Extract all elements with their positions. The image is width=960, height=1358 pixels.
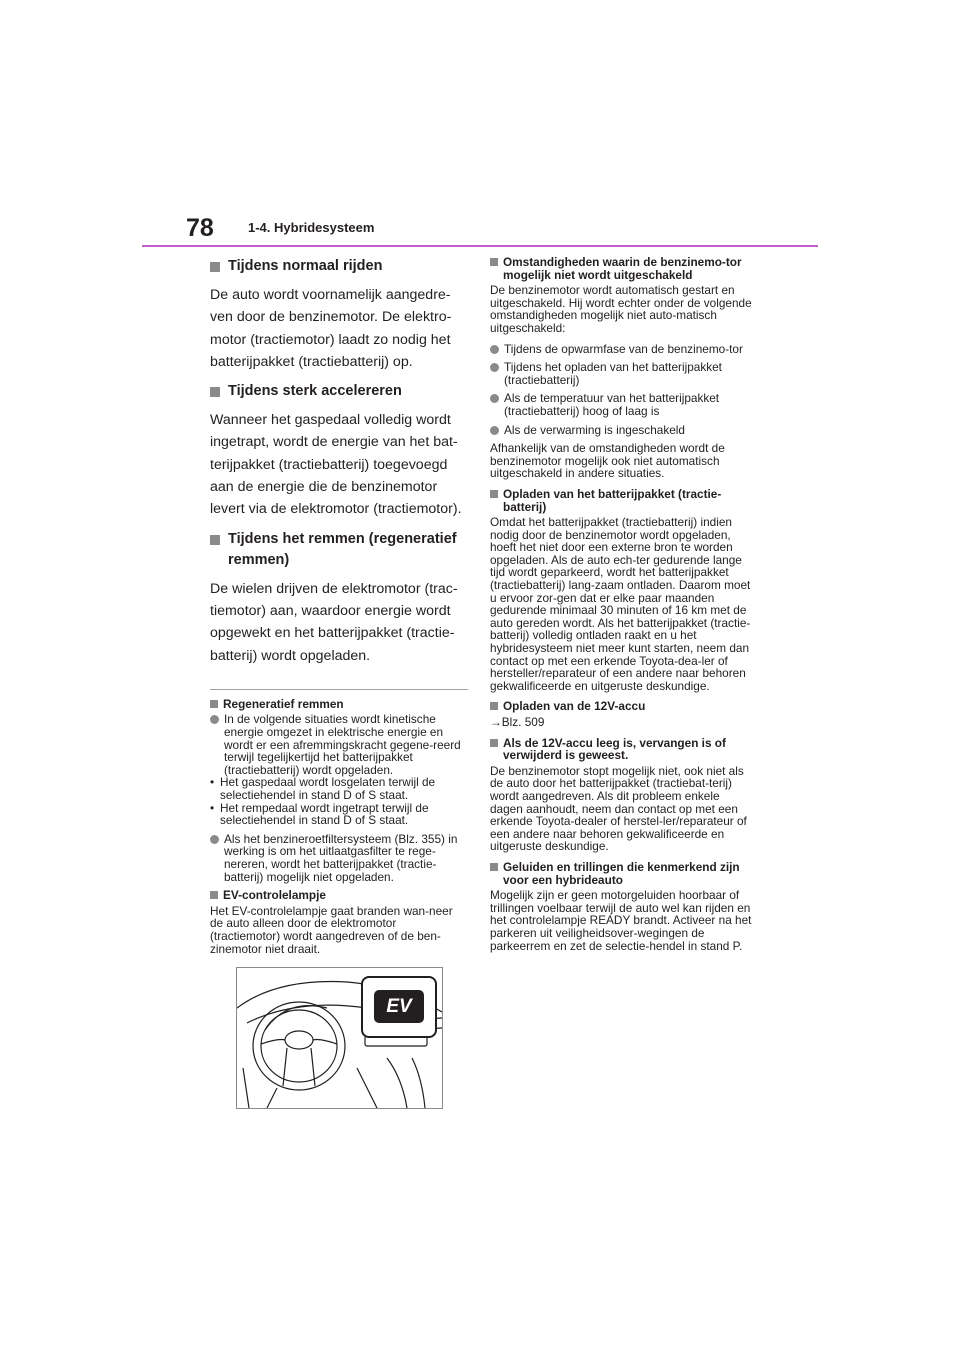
- paragraph-battery-charging: Omdat het batterijpakket (tractiebatterij) indien nodig door de benzinemotor wordt opgeladen, hoeft het niet door een externe bron te worden opgeladen. Als de auto ech-ter gedurende lange tijd wordt geparkeerd, wordt het batterijpakket (tractiebatterij) lang-zaam ontladen. Daarom moet u ervoor zor-gen dat er elke paar maanden gedurende minimaal 30 minuten of 16 km met de auto gereden wordt. Als het batterijpakket (tractie-batterij) volledig ontladen raakt en u het hybridesysteem niet meer kunt starten, neem dan contact op met een erkende Toyota-dea-ler of hersteller/reparateur of een andere naar behoren gekwalificeerde en uitgeruste deskundige.: [490, 515, 751, 693]
- square-bullet-icon: [210, 535, 220, 545]
- list-item-text: In de volgende situaties wordt kinetische energie omgezet in elektrische energie en wordt er een afremmingskracht gegene-reerd terwijl tegelijkertijd het batterijpakket (tractiebatterij) wordt opgeladen.: [224, 712, 461, 777]
- square-bullet-icon: [490, 490, 498, 498]
- list-item: [490, 343, 752, 356]
- list-item-text: Als de verwarming is ingeschakeld: [504, 422, 685, 437]
- heading-text: Tijdens normaal rijden: [228, 258, 383, 274]
- list-item-text: Als het benzineroetfiltersysteem (Blz. 355) in werking is om het uitlaatgasfilter te rege-nereren, wordt het batterijpakket (tractie-batterij) mogelijk niet opgeladen.: [224, 831, 458, 884]
- paragraph-engine-not-stopped: De benzinemotor wordt automatisch gestart en uitgeschakeld. Hij wordt echter onder de volgende omstandigheden mogelijk niet auto-matisch uitgeschakeld:: [490, 283, 752, 335]
- heading-strong-acceleration: [210, 381, 468, 402]
- heading-regenerative-braking: [210, 698, 468, 711]
- paragraph-12v-empty: De benzinemotor stopt mogelijk niet, ook niet als de auto door het batterijpakket (tractiebat-terij) wordt aangedreven. Als dit probleem enkele dagen aanhoudt, neem dan contact op met een erkende Toyota-dealer of herstel-ler/reparateur of een andere naar behoren gekwalificeerde en uitgeruste deskundige.: [490, 763, 747, 854]
- section-title: 1-4. Hybridesysteem: [248, 220, 375, 235]
- paragraph-braking: De wielen drijven de elektromotor (trac-tiemotor) aan, waardoor energie wordt opgewekt en het batterijpakket (tractie-batterij) wordt opgeladen.: [210, 580, 458, 664]
- list-item: [490, 392, 752, 417]
- list-item: [490, 361, 752, 386]
- heading-12v-empty: [490, 737, 752, 762]
- heading-text: Regeneratief remmen: [223, 696, 344, 711]
- list-item: [210, 713, 468, 776]
- heading-text: Tijdens het remmen (regeneratief remmen): [228, 530, 457, 568]
- square-bullet-icon: [490, 702, 498, 710]
- heading-braking: [210, 529, 468, 571]
- dash-bullet-icon: •: [210, 800, 215, 815]
- square-bullet-icon: [210, 262, 220, 272]
- list-item-text: Tijdens de opwarmfase van de benzinemo-tor: [504, 341, 743, 356]
- list-item-text: Als de temperatuur van het batterijpakket (tractiebatterij) hoog of laag is: [504, 391, 720, 418]
- column-divider: [210, 689, 468, 690]
- heading-engine-not-stopped: [490, 256, 752, 281]
- left-column: [210, 256, 468, 1109]
- sub-list-item: [210, 776, 468, 801]
- list-item: [490, 424, 752, 437]
- sub-list-item-text: Het rempedaal wordt ingetrapt terwijl de selectiehendel in stand D of S staat.: [220, 800, 429, 828]
- dashboard-illustration: [236, 967, 443, 1109]
- heading-hybrid-sounds: [490, 861, 752, 886]
- square-bullet-icon: [210, 387, 220, 397]
- round-bullet-icon: [490, 426, 499, 435]
- square-bullet-icon: [490, 258, 498, 266]
- round-bullet-icon: [210, 835, 219, 844]
- ev-indicator-callout: [361, 976, 437, 1038]
- dash-bullet-icon: •: [210, 775, 215, 790]
- round-bullet-icon: [490, 363, 499, 372]
- heading-12v-charging: [490, 700, 752, 713]
- round-bullet-icon: [490, 394, 499, 403]
- heading-text: EV-controlelampje: [223, 888, 326, 903]
- right-column: [490, 256, 752, 960]
- sub-list-item: [210, 802, 468, 827]
- square-bullet-icon: [490, 863, 498, 871]
- round-bullet-icon: [490, 345, 499, 354]
- paragraph-engine-other-situations: Afhankelijk van de omstandigheden wordt de benzinemotor mogelijk ook niet automatisch uitgeschakeld in andere situaties.: [490, 441, 725, 481]
- list-item: [210, 833, 468, 883]
- heading-text: Tijdens sterk accelereren: [228, 383, 402, 400]
- heading-text: Geluiden en trillingen die kenmerkend zijn voor een hybrideauto: [503, 859, 740, 887]
- page-reference: →Blz. 509: [490, 715, 545, 729]
- heading-text: Omstandigheden waarin de benzinemo-tor mogelijk niet wordt uitgeschakeld: [503, 255, 742, 282]
- round-bullet-icon: [210, 715, 219, 724]
- header-rule: [142, 245, 818, 247]
- heading-text: Opladen van de 12V-accu: [503, 699, 646, 714]
- heading-ev-indicator: [210, 889, 468, 902]
- sub-list: [210, 776, 468, 826]
- heading-text: Opladen van het batterijpakket (tractie-batterij): [503, 486, 722, 514]
- heading-normal-driving: [210, 256, 468, 277]
- square-bullet-icon: [210, 891, 218, 899]
- paragraph-strong-acceleration: Wanneer het gaspedaal volledig wordt ingetrapt, wordt de energie van het bat-terijpakket (tractiebatterij) toegevoegd aan de energie die de benzinemotor levert via de elektromotor (tractiemotor).: [210, 412, 462, 518]
- square-bullet-icon: [210, 700, 218, 708]
- paragraph-ev-indicator: Het EV-controlelampje gaat branden wan-neer de auto alleen door de elektromotor (tractiemotor) wordt aangedreven of de ben-zinemotor niet draait.: [210, 903, 453, 956]
- square-bullet-icon: [490, 739, 498, 747]
- heading-text: Als de 12V-accu leeg is, vervangen is of verwijderd is geweest.: [503, 735, 726, 763]
- page-number: 78: [186, 214, 214, 242]
- heading-battery-charging: [490, 488, 752, 513]
- list-item-text: Tijdens het opladen van het batterijpakket (tractiebatterij): [504, 360, 722, 387]
- paragraph-hybrid-sounds: Mogelijk zijn er geen motorgeluiden hoorbaar of trillingen voelbaar terwijl de auto wel kan rijden en het controlelampje READY brandt. Activeer na het parkeren uit veiligheidsover-wegingen de parkeerrem en zet de selectie-hendel in stand P.: [490, 888, 752, 953]
- paragraph-normal-driving: De auto wordt voornamelijk aangedre-ven door de benzinemotor. De elektro-motor (tractiemotor) laadt zo nodig het batterijpakket (tractiebatterij) op.: [210, 287, 452, 370]
- ev-indicator-icon: EV: [374, 990, 424, 1023]
- sub-list-item-text: Het gaspedaal wordt losgelaten terwijl de selectiehendel in stand D of S staat.: [220, 775, 436, 803]
